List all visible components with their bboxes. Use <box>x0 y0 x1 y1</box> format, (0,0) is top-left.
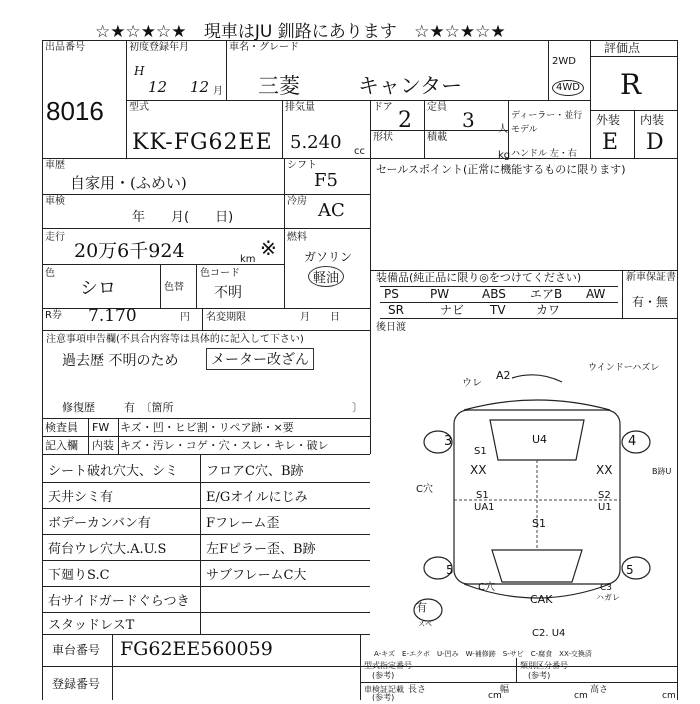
header-left-stars: ☆★☆★☆★ <box>95 22 187 42</box>
notice-boxed: メーター改ざん <box>206 348 314 370</box>
equipment-item: TV <box>490 303 506 317</box>
repair-label: 修復歴 <box>62 401 95 414</box>
note-left: 下廻りS.C <box>48 568 110 583</box>
note-right: Fフレーム歪 <box>206 516 280 531</box>
dealer-model-label: モデル <box>511 125 538 135</box>
equipment-item: PW <box>430 287 450 301</box>
note-left: 天井シミ有 <box>48 490 114 505</box>
divider <box>200 454 201 634</box>
exterior-score: E <box>602 130 619 155</box>
note-left: スタッドレスT <box>48 618 135 633</box>
disp-label: 排気量 <box>285 102 315 113</box>
ac-label: 冷房 <box>287 196 307 207</box>
designation-label: 型式指定番号 <box>364 661 412 670</box>
load-unit: kg <box>498 150 511 161</box>
divider <box>42 228 370 229</box>
diagram-label: 5 <box>626 563 634 577</box>
divider <box>370 100 371 158</box>
color-change-label: 色替 <box>164 282 184 293</box>
diagram-label: 3 <box>444 434 453 449</box>
height-label: 高さ <box>590 685 609 695</box>
equipment-item: カワ <box>536 303 561 317</box>
divider <box>126 100 590 101</box>
note-right: フロアC穴、B跡 <box>206 464 304 479</box>
recycle-label: R券 <box>45 310 62 321</box>
fuel-selected: 軽油 <box>308 266 344 287</box>
fuel-label: 燃料 <box>287 232 307 243</box>
diagram-label: S1 <box>476 490 489 501</box>
color-code-value: 不明 <box>214 285 242 301</box>
note-right: サブフレームC大 <box>206 568 307 583</box>
notice-value: 過去歴 不明のため <box>62 353 179 369</box>
note-left: 荷台ウレ穴大.A.U.S <box>48 542 167 557</box>
divider <box>380 318 678 319</box>
shift-value: F5 <box>314 170 338 191</box>
chassis-label: 車台番号 <box>52 643 101 657</box>
divider <box>634 110 635 158</box>
drive-2wd: 2WD <box>552 56 576 67</box>
a2-arc <box>512 375 562 382</box>
regdoc-ref: (参考) <box>372 693 395 702</box>
doors-label: ドア <box>373 102 393 113</box>
drive-4wd: 4WD <box>552 80 584 96</box>
diagram-label: XX <box>596 463 613 477</box>
mileage-label: 走行 <box>45 232 65 243</box>
diagram-label: S1 <box>532 517 546 530</box>
diagram-label: C穴 <box>478 582 495 593</box>
note-left: 右サイドガードぐらつき <box>48 594 190 609</box>
diagram-label: C穴 <box>416 484 433 495</box>
record-label: 記入欄 <box>45 439 78 452</box>
divider <box>590 40 591 158</box>
divider <box>370 130 508 131</box>
designation-ref: (参考) <box>372 671 395 680</box>
interior-label: 内装 <box>640 113 665 127</box>
diagram-label: ハガレ <box>596 593 620 602</box>
diagram-label: B跡U <box>652 467 672 476</box>
history-label: 車歴 <box>45 160 65 171</box>
car-maker: 三菱 <box>258 74 300 98</box>
equipment-item: SR <box>388 303 404 317</box>
mileage-unit: km <box>240 254 256 265</box>
diagram-label: U1 <box>598 502 612 513</box>
disp-unit: cc <box>354 146 365 157</box>
equipment-label: 装備品(純正品に限り◎をつけてください) <box>376 271 582 284</box>
diagram-label: UA1 <box>474 502 495 513</box>
damage-legend: A-キズ E-エクボ U-凹み W-補修跡 S-サビ C-腐食 XX-交換済 <box>374 650 592 658</box>
recycle-unit: 円 <box>180 312 190 323</box>
warranty-value: 有・無 <box>632 295 669 309</box>
lot-label: 出品番号 <box>45 42 85 53</box>
dealer-label: ディーラー・並行 <box>511 111 583 121</box>
fuel-value: ガソリン <box>304 250 353 264</box>
load-label: 積載 <box>427 132 447 143</box>
category-ref: (参考) <box>528 671 551 680</box>
divider <box>42 264 284 265</box>
reg-year: 12 <box>148 78 168 96</box>
divider <box>42 158 678 159</box>
score-label: 評価点 <box>604 41 641 55</box>
interior-row-label: 内装 <box>92 439 114 452</box>
capacity-value: 3 <box>462 108 475 132</box>
mileage-value: 20万6千924 <box>74 240 185 262</box>
diagram-label: CAK <box>530 593 553 606</box>
note-left: シート破れ穴大、シミ <box>48 464 179 479</box>
divider <box>360 682 678 683</box>
divider <box>282 100 283 158</box>
disp-value: 5.240 <box>290 132 342 153</box>
divider <box>226 40 227 100</box>
header-text: 現車はJU 釧路にあります <box>203 22 397 42</box>
inspector-fw: FW <box>92 421 110 434</box>
divider <box>42 330 370 331</box>
divider <box>590 56 678 57</box>
divider <box>42 612 370 613</box>
diagram-label: C3 <box>600 583 613 593</box>
diagram-label: ウインドーハズレ <box>588 363 660 373</box>
diagram-label: C2. U4 <box>532 628 566 639</box>
warranty-label: 新車保証書 <box>626 272 676 283</box>
diagram-label: 4 <box>628 434 637 449</box>
color-code-label: 色コード <box>200 268 240 279</box>
capacity-unit: 人 <box>498 124 508 135</box>
length-label: 長さ <box>408 685 427 695</box>
diagram-label: ウレ <box>462 378 482 389</box>
interior-score: D <box>646 130 664 155</box>
divider <box>160 264 161 308</box>
equipment-item: PS <box>384 287 399 301</box>
equipment-item: ナビ <box>440 303 465 317</box>
inspector-row2: キズ・汚レ・コゲ・穴・スレ・キレ・破レ <box>120 439 329 452</box>
exterior-label: 外装 <box>596 113 621 127</box>
note-right: 左Fピラー歪、B跡 <box>206 542 316 557</box>
divider <box>112 634 113 700</box>
repair-close: 〕 <box>352 401 363 414</box>
divider <box>360 634 361 700</box>
capacity-label: 定員 <box>427 102 447 113</box>
diagram-label: S1 <box>474 446 487 457</box>
length-unit: cm <box>488 691 502 701</box>
name-change-label: 名変期限 <box>206 312 246 323</box>
note-left: ボデーカンバン有 <box>48 516 151 531</box>
reg-era: H <box>134 64 145 78</box>
inspector-row1: キズ・凹・ヒビ割・リペア跡・×要 <box>120 421 294 434</box>
note-right: E/Gオイルにじみ <box>206 490 308 505</box>
sales-label: セールスポイント(正常に機能するものに限ります) <box>376 163 626 176</box>
rear-window-shape <box>492 550 582 582</box>
after-label: 後日渡 <box>376 322 406 333</box>
recycle-value: 7.170 <box>88 306 137 326</box>
divider <box>126 40 127 158</box>
header-right-stars: ☆★☆★☆★ <box>414 22 506 42</box>
car-model: キャンター <box>358 74 463 98</box>
doors-value: 2 <box>398 108 412 133</box>
diagram-label: 5 <box>446 563 454 577</box>
width-label: 幅 <box>500 685 510 695</box>
inspector-label: 検査員 <box>45 421 78 434</box>
model-label: 型式 <box>129 102 149 113</box>
category-label: 類別区分番号 <box>520 661 568 670</box>
reg-month: 12 <box>190 78 210 96</box>
equipment-item: エアB <box>530 287 563 301</box>
diagram-label: スペ <box>418 620 432 628</box>
divider <box>42 454 370 455</box>
divider <box>42 436 370 437</box>
divider <box>370 158 371 454</box>
divider <box>284 158 285 308</box>
front-bumper <box>464 400 610 410</box>
divider <box>42 194 370 195</box>
divider <box>42 418 370 419</box>
inspection-label: 車検 <box>45 196 65 207</box>
divider <box>42 560 370 561</box>
divider <box>42 534 370 535</box>
color-label: 色 <box>45 268 55 279</box>
chassis-value: FG62EE560059 <box>120 638 273 660</box>
mileage-mark: ※ <box>260 236 277 260</box>
plate-label: 登録番号 <box>52 677 101 691</box>
width-unit: cm <box>574 691 588 701</box>
divider <box>42 508 370 509</box>
divider <box>42 482 370 483</box>
repair-text: 有 〔箇所 <box>124 401 174 414</box>
height-unit: cm <box>662 691 676 701</box>
ac-value: AC <box>318 200 345 221</box>
lot-number: 8016 <box>46 96 104 126</box>
car-label: 車名・グレード <box>229 42 299 53</box>
shift-label: シフト <box>287 160 317 171</box>
score-value: R <box>620 68 642 101</box>
name-change-text: 月 日 <box>300 312 340 323</box>
divider <box>548 40 549 100</box>
divider <box>196 264 197 308</box>
divider <box>622 270 623 318</box>
reg-month-unit: 月 <box>213 86 223 97</box>
handle-label: ハンドル 左・右 <box>511 149 577 159</box>
diagram-label: S2 <box>598 490 611 501</box>
diagram-label: 有 <box>416 601 427 614</box>
reg-label: 初度登録年月 <box>129 42 189 53</box>
model-value: KK-FG62EE <box>132 130 273 155</box>
diagram-label: U4 <box>532 433 548 446</box>
notice-label: 注意事項申告欄(不具合内容等は具体的に記入して下さい) <box>46 334 304 345</box>
divider <box>424 100 425 158</box>
divider <box>516 658 517 682</box>
divider <box>202 308 203 330</box>
history-value: 自家用・(ふめい) <box>70 174 187 192</box>
inspection-text: 年 月( 日) <box>132 210 234 225</box>
diagram-label: A2 <box>496 369 511 382</box>
regdoc-label: 車検証記載 <box>364 685 404 694</box>
shape-label: 形状 <box>373 132 393 143</box>
diagram-label: XX <box>470 463 487 477</box>
equipment-item: ABS <box>482 287 506 301</box>
divider <box>42 634 370 635</box>
equipment-item: AW <box>586 287 606 301</box>
divider <box>42 586 370 587</box>
color-value: シロ <box>80 278 116 299</box>
header-banner <box>95 22 506 42</box>
